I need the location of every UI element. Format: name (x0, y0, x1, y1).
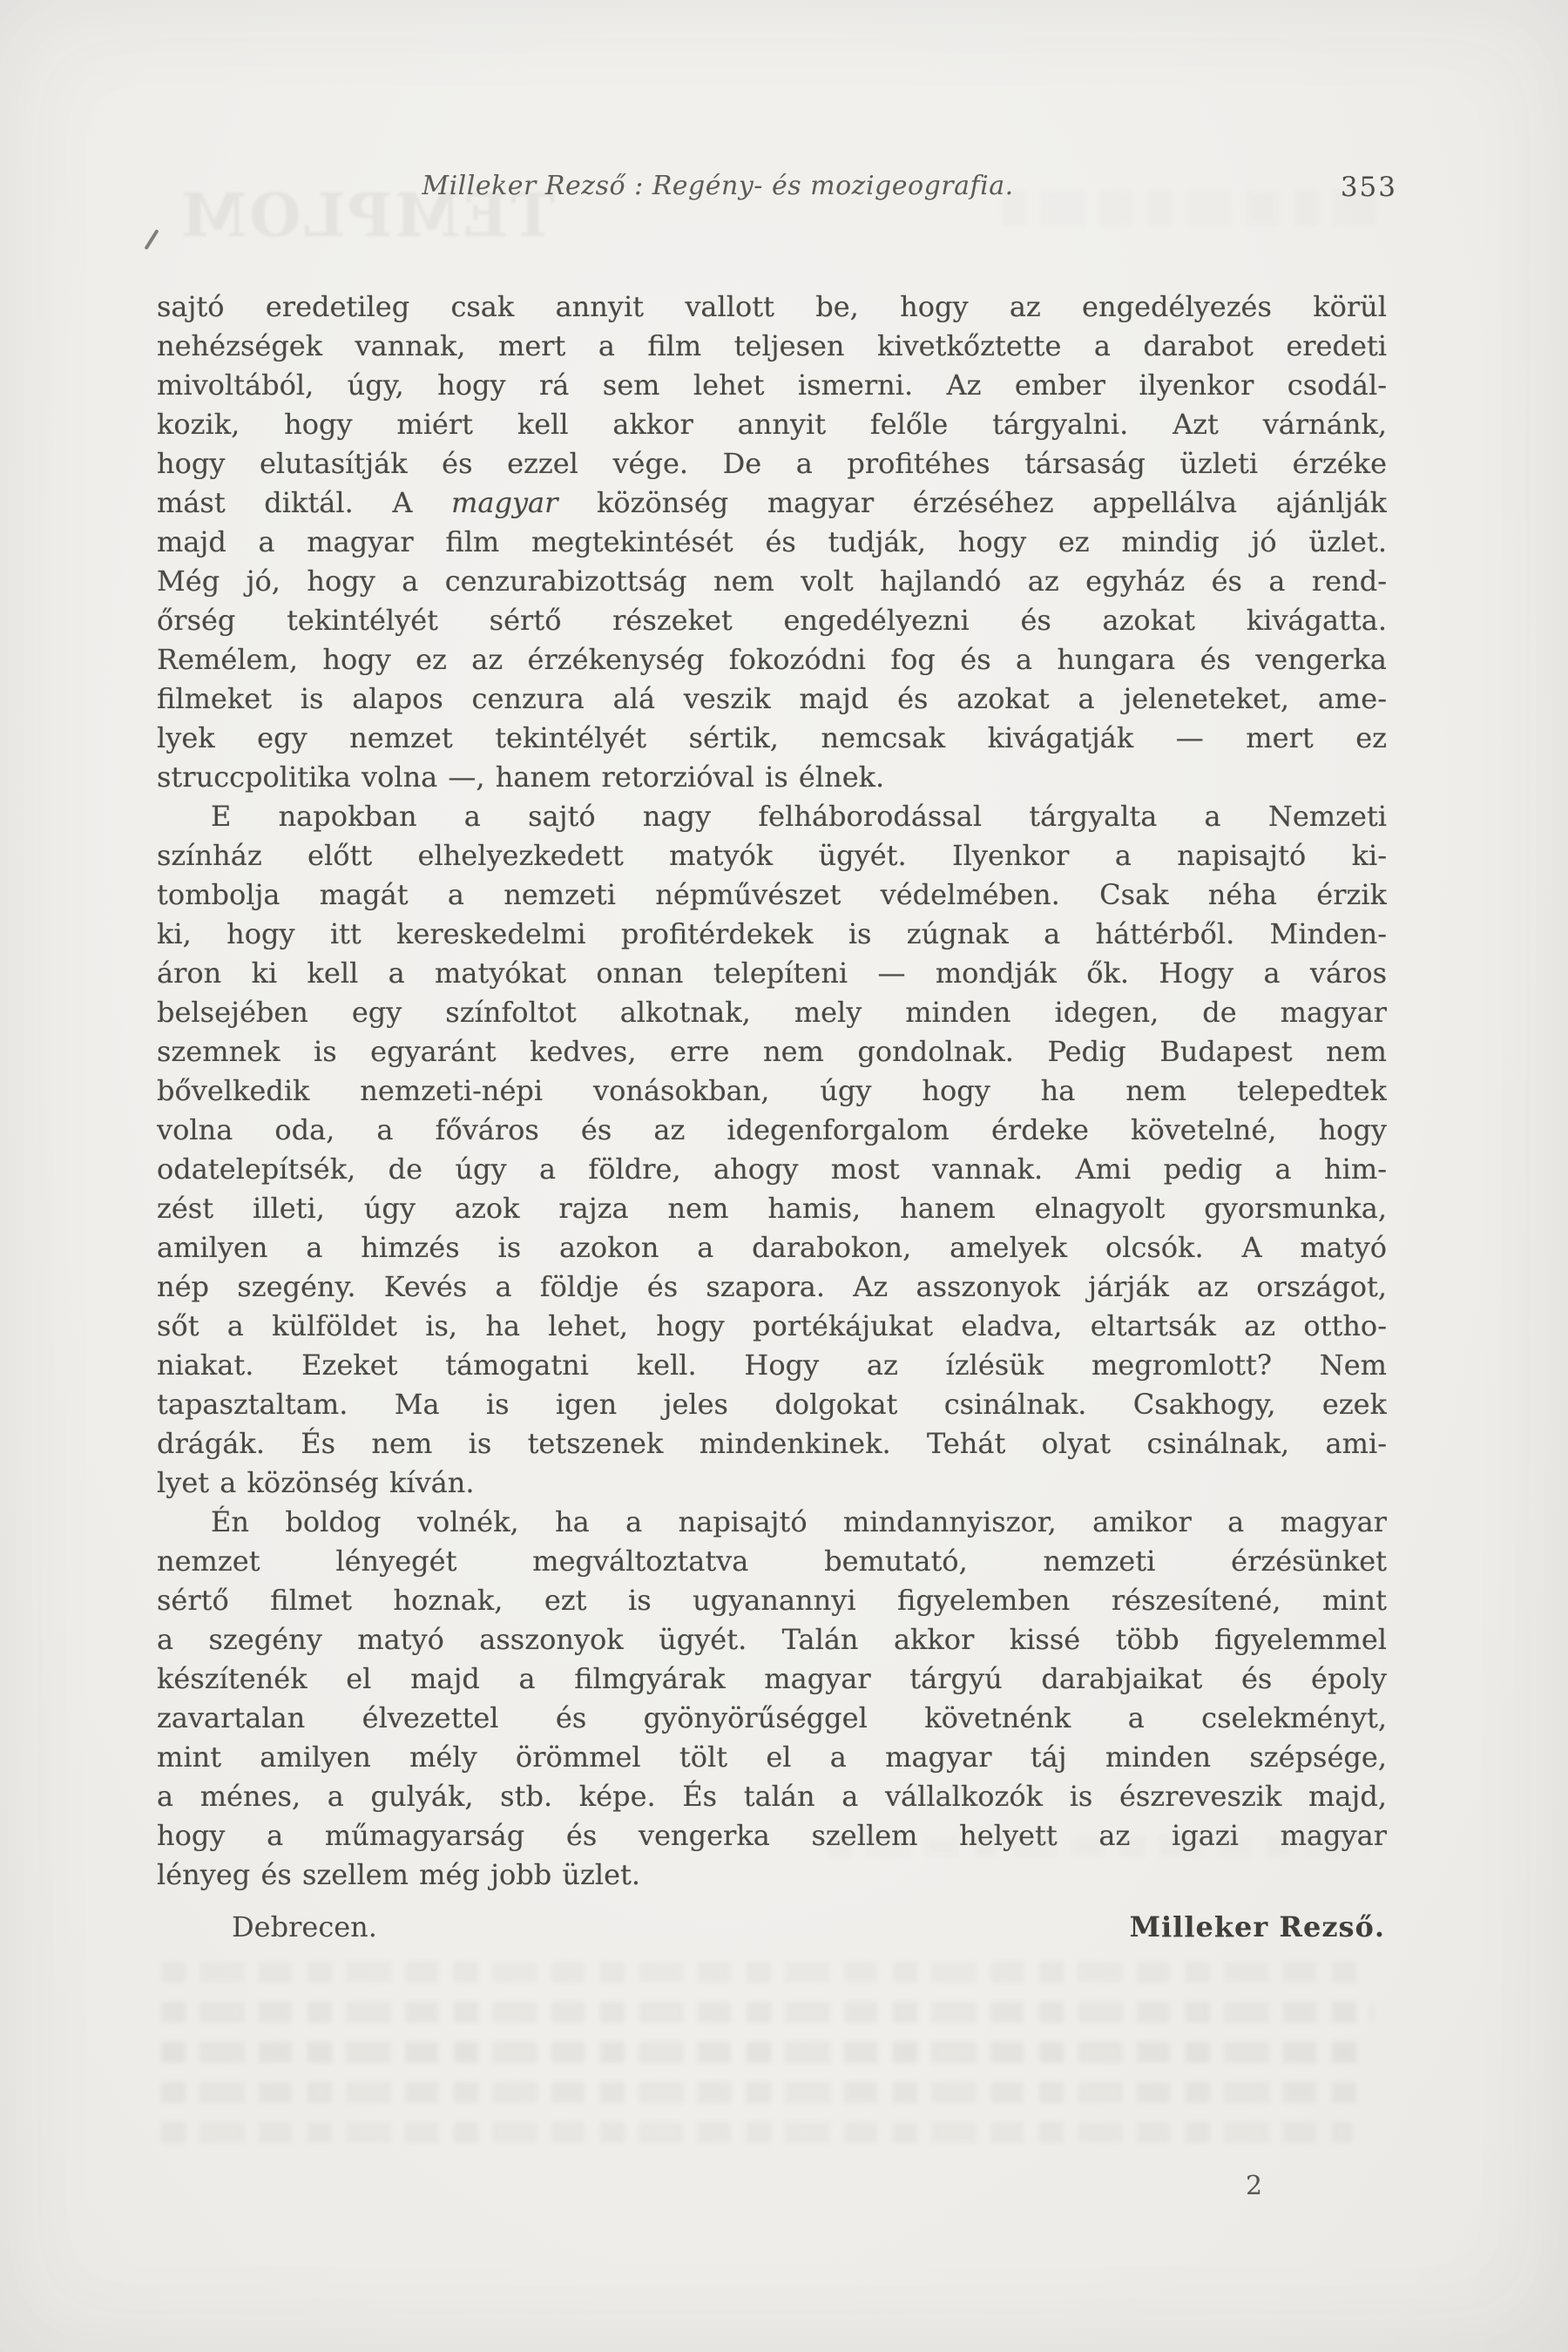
bleedthrough-line (161, 2082, 1362, 2103)
signoff-row (157, 1908, 1387, 1948)
text-line: sőt a külföldet is, ha lehet, hogy portékájukat eladva, eltartsák az ottho- (157, 1309, 1387, 1342)
text-line: készítenék el majd a filmgyárak magyar tárgyú darabjaikat és époly (157, 1662, 1387, 1695)
paragraph (157, 797, 1387, 1503)
text-line: sajtó eredetileg csak annyit vallott be, hogy az engedélyezés körül (157, 290, 1387, 323)
author-signature: Milleker Rezső. (1129, 1910, 1385, 1943)
bleedthrough-line (161, 2122, 1353, 2143)
text-line: mint amilyen mély örömmel tölt el a magyar táj minden szépsége, (157, 1740, 1387, 1774)
text-line: belsejében egy színfoltot alkotnak, mely minden idegen, de magyar (157, 996, 1387, 1029)
text-line: lyek egy nemzet tekintélyét sértik, nemcsak kivágatják — mert ez (157, 721, 1387, 754)
text-line: drágák. És nem is tetszenek mindenkinek. Tehát olyat csinálnak, ami- (157, 1427, 1387, 1460)
text-line: a szegény matyó asszonyok ügyét. Talán akkor kissé több figyelemmel (157, 1623, 1387, 1656)
text-line: mást diktál. A magyar közönség magyar érzéséhez appellálva ajánlják (157, 486, 1387, 519)
text-line: zést illeti, úgy azok rajza nem hamis, hanem elnagyolt gyorsmunka, (157, 1192, 1387, 1225)
text-line: volna oda, a főváros és az idegenforgalom érdeke követelné, hogy (157, 1113, 1387, 1146)
text-line: nehézségek vannak, mert a film teljesen kivetkőztette a darabot eredeti (157, 329, 1387, 362)
page-number: 353 (1340, 172, 1397, 203)
text-line: niakat. Ezeket támogatni kell. Hogy az ízlésük megromlott? Nem (157, 1348, 1387, 1382)
text-line: majd a magyar film megtekintését és tudják, hogy ez mindig jó üzlet. (157, 525, 1387, 558)
bleedthrough-line (161, 2042, 1369, 2063)
body-paragraphs (157, 287, 1387, 1895)
text-line: Még jó, hogy a cenzurabizottság nem volt hajlandó az egyház és a rend- (157, 564, 1387, 598)
bleedthrough-line (161, 2002, 1374, 2023)
text-line: lyet a közönség kíván. (157, 1466, 475, 1499)
text-line: odatelepítsék, de úgy a földre, ahogy most vannak. Ami pedig a him- (157, 1152, 1387, 1186)
text-line: filmeket is alapos cenzura alá veszik majd és azokat a jeleneteket, ame- (157, 682, 1387, 715)
running-header (157, 171, 1397, 209)
bleedthrough-line (161, 1962, 1363, 1983)
text-line: kozik, hogy miért kell akkor annyit felőle tárgyalni. Azt várnánk, (157, 408, 1387, 441)
text-line: színház előtt elhelyezkedett matyók ügyét. Ilyenkor a napisajtó ki- (157, 839, 1387, 872)
dateline: Debrecen. (232, 1910, 377, 1943)
text-line: szemnek is egyaránt kedves, erre nem gondolnak. Pedig Budapest nem (157, 1035, 1387, 1068)
text-line: a ménes, a gulyák, stb. képe. És talán a vállalkozók is észreveszik majd, (157, 1780, 1387, 1813)
text-line: amilyen a himzés is azokon a darabokon, amelyek olcsók. A matyó (157, 1231, 1387, 1264)
bleedthrough-line (828, 1836, 1368, 1857)
paragraph (157, 287, 1387, 797)
text-line: ki, hogy itt kereskedelmi profitérdekek is zúgnak a háttérből. Minden- (157, 917, 1387, 950)
text-line: E napokban a sajtó nagy felháborodással tárgyalta a Nemzeti (211, 800, 1387, 833)
text-line: tombolja magát a nemzeti népművészet védelmében. Csak néha érzik (157, 878, 1387, 911)
text-line: hogy a műmagyarság és vengerka szellem helyett az igazi magyar (157, 1819, 1387, 1852)
text-line: őrség tekintélyét sértő részeket engedélyezni és azokat kivágatta. (157, 604, 1387, 637)
text-line: hogy elutasítják és ezzel vége. De a profitéhes társaság üzleti érzéke (157, 447, 1387, 480)
text-line: struccpolitika volna —, hanem retorzióval is élnek. (157, 760, 885, 794)
text-line: nemzet lényegét megváltoztatva bemutató, nemzeti érzésünket (157, 1544, 1387, 1578)
running-title: Milleker Rezső : Regény- és mozigeografia. (422, 171, 1014, 201)
text-line: sértő filmet hoznak, ezt is ugyanannyi figyelemben részesítené, mint (157, 1584, 1387, 1617)
text-line: mivoltából, úgy, hogy rá sem lehet ismerni. Az ember ilyenkor csodál- (157, 368, 1387, 402)
stray-ink-mark (144, 229, 159, 250)
text-line: nép szegény. Kevés a földje és szapora. Az asszonyok járják az országot, (157, 1270, 1387, 1303)
text-line: lényeg és szellem még jobb üzlet. (157, 1858, 641, 1891)
text-line: bővelkedik nemzeti-népi vonásokban, úgy hogy ha nem telepedtek (157, 1074, 1387, 1107)
sheet-signature-mark: 2 (1246, 2171, 1263, 2201)
bleedthrough-title: TEMPLOM (179, 181, 556, 251)
text-line: Én boldog volnék, ha a napisajtó mindannyiszor, amikor a magyar (211, 1505, 1387, 1538)
text-line: áron ki kell a matyókat onnan telepíteni — mondják ők. Hogy a város (157, 956, 1387, 990)
text-line: zavartalan élvezettel és gyönyörűséggel követnénk a cselekményt, (157, 1701, 1387, 1734)
text-line: Remélem, hogy ez az érzékenység fokozódni fog és a hungara és vengerka (157, 643, 1387, 676)
text-line: tapasztaltam. Ma is igen jeles dolgokat csinálnak. Csakhogy, ezek (157, 1388, 1387, 1421)
